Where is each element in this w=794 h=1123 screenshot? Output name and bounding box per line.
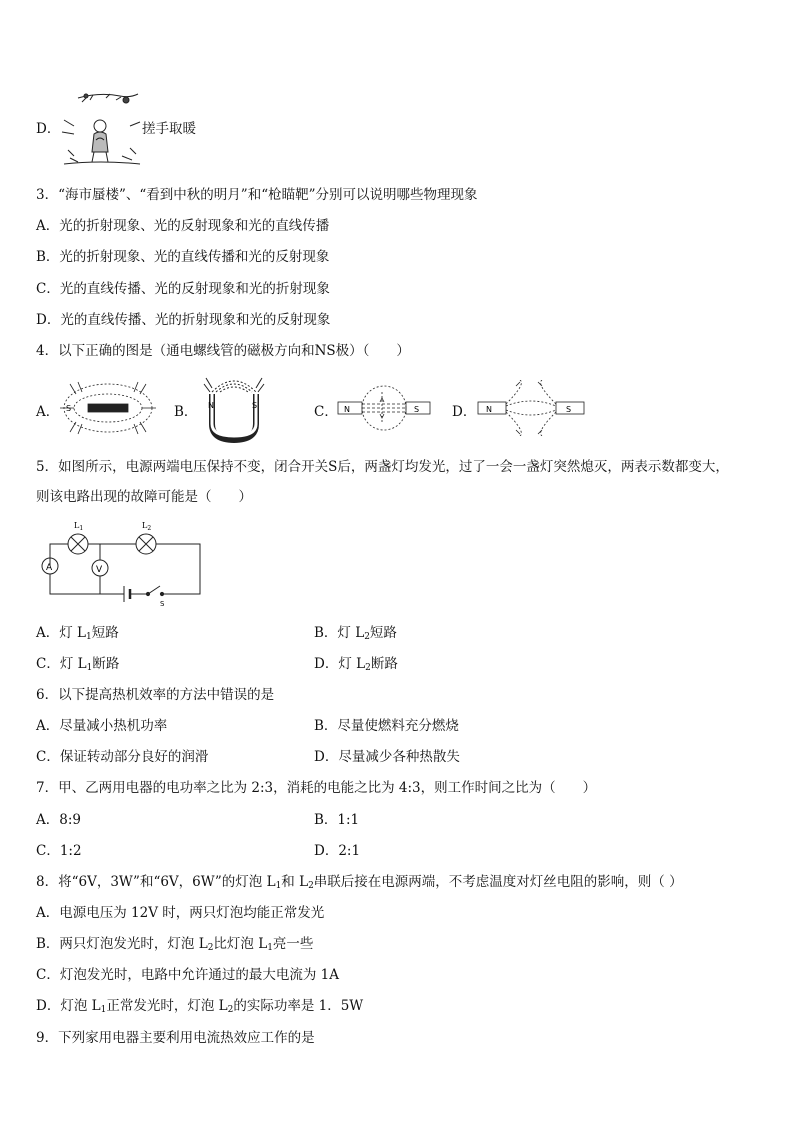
q6-option-c: C．保证转动部分良好的润滑 <box>36 749 209 765</box>
q4-d-s-label: S <box>566 405 572 414</box>
q4-figure-d-bar-magnets <box>476 380 586 436</box>
q5-stem-line1: 5．如图所示，电源两端电压保持不变，闭合开关S后，两盏灯均发光，过了一会一盏灯突然熄灭，两表示数都变大， <box>36 459 729 475</box>
q8-option-c: C．灯泡发光时，电路中允许通过的最大电流为 1A <box>36 967 339 983</box>
q7-option-c: C．1:2 <box>36 843 82 859</box>
q5-option-c: C．灯 $L_1$断路 <box>36 656 120 673</box>
q4-figure-b-u-magnet <box>198 374 270 444</box>
q4-b-n-label: N <box>208 401 214 410</box>
q4-label-c: C． <box>314 404 338 420</box>
q4-label-b: B． <box>174 404 198 420</box>
q5-option-a: A．灯 $L_1$短路 <box>36 625 119 642</box>
voltmeter-label: V <box>96 565 103 575</box>
q7-option-b: B．1:1 <box>314 812 360 828</box>
q4-a-s-label: S <box>66 404 72 413</box>
q8-option-d: D．灯泡 $L_1$正常发光时，灯泡 $L_2$的实际功率是 1．5W <box>36 998 364 1015</box>
q6-option-b: B．尽量使燃料充分燃烧 <box>314 718 459 734</box>
q8-option-b: B．两只灯泡发光时，灯泡 $L_2$比灯泡 $L_1$亮一些 <box>36 936 314 953</box>
q4-figure-c-bar-magnets <box>336 382 432 434</box>
q7-stem: 7．甲、乙两用电器的电功率之比为 2:3，消耗的电能之比为 4:3，则工作时间之比为（ ） <box>36 780 597 796</box>
q4-figure-a-solenoid <box>58 378 158 438</box>
q9-stem: 9．下列家用电器主要利用电流热效应工作的是 <box>36 1030 315 1046</box>
q4-d-n-label: N <box>486 405 492 414</box>
q4-c-n-label: N <box>344 405 350 414</box>
q8-option-a: A．电源电压为 12V 时，两只灯泡均能正常发光 <box>36 905 325 921</box>
q6-option-a: A．尽量减小热机功率 <box>36 718 168 734</box>
hand-rubbing-illustration <box>60 90 142 168</box>
q3-option-d: D．光的直线传播、光的折射现象和光的反射现象 <box>36 312 331 328</box>
q7-option-a: A．8:9 <box>36 812 81 828</box>
q3-option-c: C．光的直线传播、光的反射现象和光的折射现象 <box>36 281 330 297</box>
q6-stem: 6．以下提高热机效率的方法中错误的是 <box>36 687 275 703</box>
switch-label: S <box>160 600 165 608</box>
q4-label-a: A． <box>36 404 60 420</box>
q2-option-d-text: 搓手取暖 <box>142 121 196 137</box>
q3-option-a: A．光的折射现象、光的反射现象和光的直线传播 <box>36 218 330 234</box>
q4-c-s-label: S <box>414 405 420 414</box>
q5-option-d: D．灯 $L_2$断路 <box>314 656 398 673</box>
l2-label: $L_2$ <box>142 521 152 532</box>
q2-option-d-letter: D． <box>36 121 61 137</box>
q5-circuit-diagram <box>36 516 208 608</box>
q4-b-s-label: S <box>252 401 258 410</box>
q4-stem: 4．以下正确的图是（通电螺线管的磁极方向和NS极）（ ） <box>36 343 410 359</box>
q8-stem: 8．将“6V，3W”和“6V，6W”的灯泡 $L_1$和 $L_2$串联后接在电源两端，不考虑温度对灯丝电阻的影响，则（ ） <box>36 874 683 891</box>
l1-label: $L_1$ <box>74 521 84 532</box>
q3-stem: 3．“海市蜃楼”、“看到中秋的明月”和“枪瞄靶”分别可以说明哪些物理现象 <box>36 187 478 203</box>
ammeter-label: A <box>46 563 53 573</box>
q7-option-d: D．2:1 <box>314 843 361 859</box>
q6-option-d: D．尽量减少各种热散失 <box>314 749 460 765</box>
q5-stem-line2: 则该电路出现的故障可能是（ ） <box>36 489 252 505</box>
q4-label-d: D． <box>452 404 477 420</box>
q3-option-b: B．光的折射现象、光的直线传播和光的反射现象 <box>36 249 330 265</box>
q5-option-b: B．灯 $L_2$短路 <box>314 625 397 642</box>
